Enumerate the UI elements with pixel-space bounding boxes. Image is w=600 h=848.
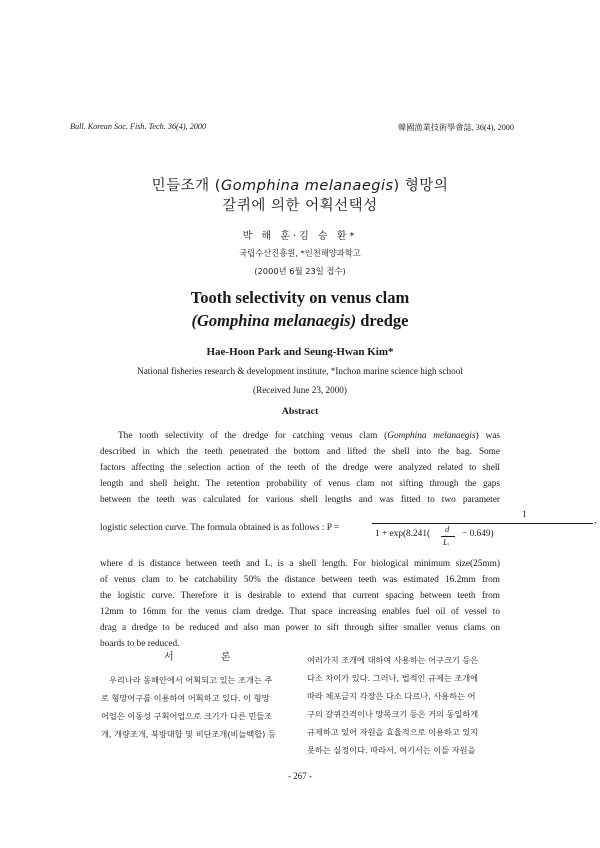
formula-fraction-bar xyxy=(372,523,593,524)
english-title-species: (Gomphina melanaegis) xyxy=(191,311,357,330)
formula-inner-denominator: Lᵢ xyxy=(443,537,450,547)
formula-denominator-start: 1 + exp(8.241( xyxy=(375,529,431,539)
body-text-line: 못하는 실정이다. 따라서, 여기서는 이들 자원을 xyxy=(307,745,476,755)
abstract-species: Gomphina melanaegis xyxy=(387,431,476,441)
abstract-line: where d is distance between teeth and Lᵢ is a shell length. For biological minimum size(25mm) xyxy=(100,559,500,569)
abstract-line: length and shell height. The retention probability of venus clam not sifting through the gaps xyxy=(100,479,500,489)
korean-title-species: Gomphina melanaegis xyxy=(220,178,394,194)
body-text-line: 다소 차이가 있다. 그러나, 법적인 규제는 조개에 xyxy=(307,673,479,683)
korean-affiliation: 국립수산진흥원, *인천해양과학고 xyxy=(239,248,361,258)
abstract-text: ) was xyxy=(475,431,500,441)
abstract-line: boards to be reduced. xyxy=(100,639,180,649)
abstract-text: The tooth selectivity of the dredge for catching venus clam ( xyxy=(118,431,388,441)
abstract-line: of venus clam to be catchability 50% the distance between teeth was estimated 16.2mm from xyxy=(100,575,500,585)
english-affiliation: National fisheries research & development institute, *Inchon marine science high school xyxy=(137,366,463,376)
body-text-line: 어업은 이동성 구획어업으로 크기가 다른 민들조 xyxy=(101,711,273,721)
abstract-line: the logistic curve. Therefore it is desirable to extend that current spacing between teeth from xyxy=(100,591,500,601)
abstract-line xyxy=(118,430,500,442)
english-authors: Hae-Hoon Park and Seung-Hwan Kim* xyxy=(206,346,394,358)
korean-authors: 박 해 훈·김 승 환* xyxy=(242,231,358,242)
abstract-line: described in which the teeth penetrated the bottom and lifted the shell into the bag. Some xyxy=(100,447,500,457)
abstract-heading: Abstract xyxy=(281,406,319,417)
body-text-line: 로 형망어구를 이용하여 어획하고 있다. 이 형망 xyxy=(101,693,270,703)
abstract-line: factors affecting the selection action of the teeth of the dredge were analyzed related to shell xyxy=(100,463,500,473)
korean-title-text: 민들조개 ( xyxy=(151,178,221,194)
selection-curve-formula xyxy=(100,509,597,559)
section-heading-introduction: 서 론 xyxy=(164,652,253,663)
korean-received-date: (2000년 6월 23일 접수) xyxy=(254,266,346,276)
formula-inner-numerator: d xyxy=(445,524,450,534)
page-number: - 267 - xyxy=(288,771,312,781)
english-received-date: (Received June 23, 2000) xyxy=(253,385,347,395)
korean-title-line1 xyxy=(0,174,600,195)
abstract-line: between the teeth was calculated for various shell lengths and was fitted to two parameter xyxy=(100,495,500,505)
body-column-right xyxy=(307,651,478,759)
journal-header-english: Bull. Korean Soc. Fish. Tech. 36(4), 2000 xyxy=(70,122,207,131)
korean-title-text-end: ) 형망의 xyxy=(393,178,449,194)
korean-title-line2: 갈퀴에 의한 어획선택성 xyxy=(222,198,378,214)
formula-numerator: 1 xyxy=(522,510,527,520)
formula-lead-text: logistic selection curve. The formula obtained is as follows : P = xyxy=(100,523,340,533)
body-text-line: 우리나라 동해안에서 어획되고 있는 조개는 주 xyxy=(109,675,273,685)
abstract-line: drag a dredge to be reduced and also man power to sift through sifter smaller venus clams on xyxy=(100,623,500,633)
body-column-left xyxy=(101,671,276,743)
body-text-line: 개, 개량조개, 북방대합 및 비단조개(비늘백합) 등 xyxy=(101,729,276,739)
body-text-line: 따라 체포금지 각장은 다소 다르나, 사용하는 어 xyxy=(307,691,476,701)
body-text-line: 구의 갈퀴간격이나 망목크기 등은 거의 동일하게 xyxy=(307,709,479,719)
abstract-line: 12mm to 16mm for the venus clam dredge. That space increasing enables fuel oil of vessel to xyxy=(100,607,500,617)
english-title-line2 xyxy=(0,311,600,331)
formula-denominator-end: − 0.649) xyxy=(462,529,494,539)
body-text-line: 여러가지 조개에 대하여 사용하는 어구크기 등은 xyxy=(307,655,479,665)
body-text-line: 규제하고 있어 자원을 효율적으로 이용하고 있지 xyxy=(307,727,479,737)
english-title-suffix: dredge xyxy=(356,311,409,330)
formula-comma: , xyxy=(594,516,597,526)
journal-header-korean: 韓國漁業技術學會誌, 36(4), 2000 xyxy=(398,123,514,132)
english-title-line1: Tooth selectivity on venus clam xyxy=(190,288,410,307)
